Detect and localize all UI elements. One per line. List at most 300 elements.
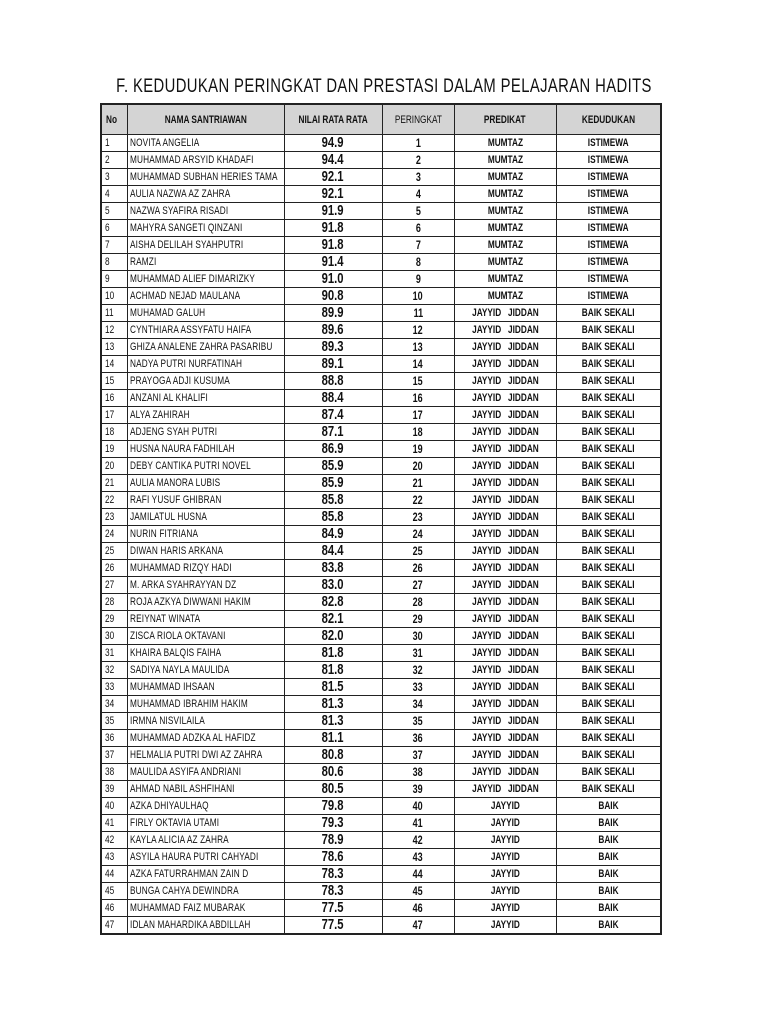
row-peringkat-cell (382, 509, 454, 526)
row-peringkat: 27 (412, 578, 424, 592)
row-peringkat: 2 (415, 153, 421, 167)
row-no: 28 (105, 596, 115, 608)
row-no-cell (101, 764, 127, 781)
table-row (101, 169, 661, 186)
row-nama-cell (127, 764, 284, 781)
row-nama-cell (127, 662, 284, 679)
row-nilai-cell (284, 781, 382, 798)
row-peringkat: 4 (415, 187, 421, 201)
row-predikat-cell (454, 339, 556, 356)
row-kedudukan-cell (556, 917, 661, 935)
row-nama: AISHA DELILAH SYAHPUTRI (129, 239, 243, 251)
row-predikat: JAYYID JIDDAN (471, 766, 539, 778)
row-peringkat: 39 (412, 782, 424, 796)
row-no-cell (101, 237, 127, 254)
row-kedudukan: BAIK SEKALI (581, 783, 635, 795)
table-row (101, 492, 661, 509)
row-no: 30 (105, 630, 115, 642)
row-predikat: JAYYID JIDDAN (471, 715, 539, 727)
row-no-cell (101, 373, 127, 390)
row-kedudukan: BAIK SEKALI (581, 630, 635, 642)
row-predikat-cell (454, 237, 556, 254)
row-predikat-cell (454, 356, 556, 373)
row-nama: AULIA MANORA LUBIS (129, 477, 220, 489)
row-nama-cell (127, 220, 284, 237)
row-peringkat-cell (382, 135, 454, 152)
row-predikat: JAYYID (490, 919, 520, 931)
row-nilai: 83.8 (322, 559, 344, 576)
row-nama-cell (127, 917, 284, 935)
row-peringkat: 3 (415, 170, 421, 184)
row-no: 27 (105, 579, 115, 591)
row-peringkat-cell (382, 713, 454, 730)
row-peringkat: 33 (412, 680, 424, 694)
row-peringkat-cell (382, 917, 454, 935)
row-peringkat-cell (382, 203, 454, 220)
row-nama: MAULIDA ASYIFA ANDRIANI (129, 766, 241, 778)
row-predikat-cell (454, 322, 556, 339)
row-peringkat: 7 (415, 238, 421, 252)
table-row (101, 832, 661, 849)
row-peringkat: 45 (412, 884, 424, 898)
row-no-cell (101, 305, 127, 322)
row-no: 6 (105, 222, 110, 234)
row-predikat: JAYYID JIDDAN (471, 460, 539, 472)
row-predikat-cell (454, 679, 556, 696)
row-nilai: 94.9 (322, 134, 344, 151)
row-no-cell (101, 645, 127, 662)
table-row (101, 373, 661, 390)
row-nilai: 84.9 (322, 525, 344, 542)
row-peringkat: 47 (412, 918, 424, 932)
header-peringkat-label: PERINGKAT (394, 114, 442, 126)
table-row (101, 475, 661, 492)
row-peringkat: 10 (412, 289, 424, 303)
header-predikat (454, 104, 556, 135)
row-nilai-cell (284, 917, 382, 935)
row-peringkat: 35 (412, 714, 424, 728)
table-row (101, 237, 661, 254)
row-peringkat-cell (382, 322, 454, 339)
row-kedudukan: BAIK SEKALI (581, 766, 635, 778)
row-predikat-cell (454, 305, 556, 322)
header-peringkat (382, 104, 454, 135)
row-predikat: JAYYID JIDDAN (471, 647, 539, 659)
row-nilai-cell (284, 373, 382, 390)
row-kedudukan-cell (556, 169, 661, 186)
row-nilai-cell (284, 152, 382, 169)
row-kedudukan: BAIK SEKALI (581, 341, 635, 353)
table-row (101, 900, 661, 917)
row-predikat: MUMTAZ (487, 154, 523, 166)
row-predikat-cell (454, 458, 556, 475)
row-nama: ZISCA RIOLA OKTAVANI (129, 630, 226, 642)
row-peringkat-cell (382, 798, 454, 815)
table-row (101, 203, 661, 220)
row-nilai: 81.3 (322, 695, 344, 712)
row-peringkat-cell (382, 254, 454, 271)
row-nilai-cell (284, 169, 382, 186)
row-nama-cell (127, 849, 284, 866)
row-nilai-cell (284, 577, 382, 594)
row-peringkat-cell (382, 458, 454, 475)
row-predikat-cell (454, 611, 556, 628)
row-no-cell (101, 186, 127, 203)
row-no: 40 (105, 800, 115, 812)
row-predikat-cell (454, 254, 556, 271)
row-nama: HELMALIA PUTRI DWI AZ ZAHRA (129, 749, 262, 761)
row-no: 36 (105, 732, 115, 744)
row-kedudukan: BAIK (598, 902, 619, 914)
row-predikat: JAYYID (490, 885, 520, 897)
row-kedudukan-cell (556, 781, 661, 798)
row-nama: AHMAD NABIL ASHFIHANI (129, 783, 235, 795)
row-nilai-cell (284, 883, 382, 900)
row-no-cell (101, 560, 127, 577)
row-kedudukan: BAIK SEKALI (581, 681, 635, 693)
row-nilai-cell (284, 900, 382, 917)
row-peringkat: 34 (412, 697, 424, 711)
row-nilai-cell (284, 679, 382, 696)
row-peringkat: 36 (412, 731, 424, 745)
row-nama-cell (127, 560, 284, 577)
row-nama: AZKA FATURRAHMAN ZAIN D (129, 868, 248, 880)
row-no-cell (101, 628, 127, 645)
row-nama: NOVITA ANGELIA (129, 137, 199, 149)
row-nilai: 78.6 (322, 848, 344, 865)
row-nilai-cell (284, 611, 382, 628)
row-no: 18 (105, 426, 115, 438)
row-kedudukan-cell (556, 747, 661, 764)
row-nama: HUSNA NAURA FADHILAH (129, 443, 235, 455)
row-nilai-cell (284, 798, 382, 815)
row-nama-cell (127, 679, 284, 696)
row-kedudukan: BAIK SEKALI (581, 596, 635, 608)
row-nama-cell (127, 730, 284, 747)
row-kedudukan: BAIK SEKALI (581, 307, 635, 319)
row-nama-cell (127, 628, 284, 645)
row-nilai: 81.3 (322, 712, 344, 729)
row-kedudukan: BAIK (598, 851, 619, 863)
row-nilai-cell (284, 492, 382, 509)
row-nama-cell (127, 186, 284, 203)
row-no: 7 (105, 239, 110, 251)
row-no: 31 (105, 647, 115, 659)
row-nama-cell (127, 169, 284, 186)
row-nilai: 94.4 (322, 151, 344, 168)
row-nama: SADIYA NAYLA MAULIDA (129, 664, 229, 676)
row-nama-cell (127, 254, 284, 271)
row-no-cell (101, 832, 127, 849)
row-nama: NADYA PUTRI NURFATINAH (129, 358, 242, 370)
row-predikat: JAYYID JIDDAN (471, 613, 539, 625)
row-peringkat-cell (382, 373, 454, 390)
row-no: 29 (105, 613, 115, 625)
row-peringkat: 42 (412, 833, 424, 847)
row-kedudukan: BAIK SEKALI (581, 392, 635, 404)
row-no: 38 (105, 766, 115, 778)
row-no: 25 (105, 545, 115, 557)
row-predikat: JAYYID JIDDAN (471, 783, 539, 795)
row-peringkat-cell (382, 305, 454, 322)
row-no-cell (101, 526, 127, 543)
row-nilai: 91.8 (322, 219, 344, 236)
table-row (101, 713, 661, 730)
table-row (101, 696, 661, 713)
row-kedudukan: ISTIMEWA (587, 256, 629, 268)
row-kedudukan: BAIK SEKALI (581, 749, 635, 761)
row-peringkat-cell (382, 696, 454, 713)
row-kedudukan: ISTIMEWA (587, 137, 629, 149)
row-nilai-cell (284, 441, 382, 458)
row-nilai: 91.9 (322, 202, 344, 219)
row-nama: KHAIRA BALQIS FAIHA (129, 647, 221, 659)
row-no-cell (101, 254, 127, 271)
row-kedudukan: BAIK SEKALI (581, 562, 635, 574)
row-predikat-cell (454, 900, 556, 917)
row-kedudukan-cell (556, 254, 661, 271)
row-no-cell (101, 135, 127, 152)
row-kedudukan: BAIK SEKALI (581, 494, 635, 506)
row-no-cell (101, 679, 127, 696)
row-peringkat: 25 (412, 544, 424, 558)
header-row (101, 104, 661, 135)
header-no (101, 104, 127, 135)
row-no: 12 (105, 324, 115, 336)
row-nilai: 78.3 (322, 865, 344, 882)
row-peringkat: 29 (412, 612, 424, 626)
table-header (101, 104, 661, 135)
row-no-cell (101, 866, 127, 883)
row-nama: RAMZI (129, 256, 156, 268)
row-no-cell (101, 543, 127, 560)
row-nilai: 84.4 (322, 542, 344, 559)
row-no: 17 (105, 409, 115, 421)
row-kedudukan-cell (556, 611, 661, 628)
row-nilai-cell (284, 526, 382, 543)
row-kedudukan: BAIK SEKALI (581, 545, 635, 557)
row-nilai-cell (284, 560, 382, 577)
row-kedudukan: BAIK SEKALI (581, 732, 635, 744)
row-nama-cell (127, 645, 284, 662)
row-predikat: JAYYID JIDDAN (471, 562, 539, 574)
row-predikat: JAYYID JIDDAN (471, 341, 539, 353)
table-row (101, 917, 661, 935)
row-nilai-cell (284, 662, 382, 679)
header-nilai-label: NILAI RATA RATA (298, 114, 368, 126)
row-nama-cell (127, 271, 284, 288)
row-predikat-cell (454, 628, 556, 645)
row-peringkat: 18 (412, 425, 424, 439)
row-peringkat: 46 (412, 901, 424, 915)
row-nilai-cell (284, 543, 382, 560)
row-kedudukan-cell (556, 441, 661, 458)
row-peringkat: 13 (412, 340, 424, 354)
row-peringkat: 12 (412, 323, 424, 337)
row-nilai: 82.0 (322, 627, 344, 644)
row-predikat: JAYYID JIDDAN (471, 409, 539, 421)
header-nama (127, 104, 284, 135)
row-peringkat-cell (382, 169, 454, 186)
row-nilai-cell (284, 764, 382, 781)
row-nama-cell (127, 339, 284, 356)
row-no-cell (101, 917, 127, 935)
row-nilai-cell (284, 339, 382, 356)
row-kedudukan: BAIK SEKALI (581, 443, 635, 455)
row-kedudukan-cell (556, 492, 661, 509)
row-kedudukan-cell (556, 543, 661, 560)
row-peringkat: 21 (412, 476, 424, 490)
row-predikat-cell (454, 815, 556, 832)
row-predikat-cell (454, 424, 556, 441)
row-nilai: 89.9 (322, 304, 344, 321)
row-nilai-cell (284, 356, 382, 373)
row-no: 24 (105, 528, 115, 540)
row-peringkat: 19 (412, 442, 424, 456)
row-kedudukan-cell (556, 560, 661, 577)
row-no: 5 (105, 205, 110, 217)
row-no-cell (101, 662, 127, 679)
row-nama: PRAYOGA ADJI KUSUMA (129, 375, 230, 387)
row-no: 15 (105, 375, 115, 387)
row-nilai: 87.4 (322, 406, 344, 423)
row-kedudukan-cell (556, 577, 661, 594)
table-row (101, 254, 661, 271)
row-no-cell (101, 900, 127, 917)
row-no: 33 (105, 681, 115, 693)
row-nilai-cell (284, 509, 382, 526)
row-predikat-cell (454, 169, 556, 186)
row-nama: MAHYRA SANGETI QINZANI (129, 222, 242, 234)
row-peringkat-cell (382, 152, 454, 169)
row-peringkat-cell (382, 628, 454, 645)
table-row (101, 407, 661, 424)
row-peringkat: 8 (415, 255, 421, 269)
row-predikat: JAYYID JIDDAN (471, 358, 539, 370)
row-peringkat: 22 (412, 493, 424, 507)
row-nilai: 91.8 (322, 236, 344, 253)
row-predikat-cell (454, 917, 556, 935)
row-predikat: MUMTAZ (487, 239, 523, 251)
row-peringkat: 40 (412, 799, 424, 813)
table-row (101, 883, 661, 900)
row-nama: NURIN FITRIANA (129, 528, 198, 540)
row-nilai: 85.8 (322, 491, 344, 508)
row-kedudukan-cell (556, 645, 661, 662)
row-no: 23 (105, 511, 115, 523)
row-nama: FIRLY OKTAVIA UTAMI (129, 817, 219, 829)
row-no: 22 (105, 494, 115, 506)
row-no: 32 (105, 664, 115, 676)
row-nama-cell (127, 696, 284, 713)
row-predikat: JAYYID (490, 902, 520, 914)
row-predikat: JAYYID JIDDAN (471, 307, 539, 319)
row-kedudukan: BAIK SEKALI (581, 477, 635, 489)
row-kedudukan-cell (556, 203, 661, 220)
row-kedudukan-cell (556, 832, 661, 849)
row-nilai: 88.8 (322, 372, 344, 389)
row-nama: ACHMAD NEJAD MAULANA (129, 290, 240, 302)
row-nilai-cell (284, 866, 382, 883)
header-no-label: No (106, 114, 118, 126)
row-no: 11 (105, 307, 114, 319)
row-nilai-cell (284, 407, 382, 424)
row-kedudukan-cell (556, 696, 661, 713)
row-predikat: MUMTAZ (487, 290, 523, 302)
row-predikat-cell (454, 271, 556, 288)
row-nilai: 81.1 (322, 729, 344, 746)
row-peringkat-cell (382, 730, 454, 747)
row-predikat-cell (454, 798, 556, 815)
row-peringkat: 44 (412, 867, 424, 881)
row-kedudukan-cell (556, 764, 661, 781)
row-predikat: MUMTAZ (487, 256, 523, 268)
row-peringkat: 30 (412, 629, 424, 643)
table-row (101, 594, 661, 611)
row-peringkat: 43 (412, 850, 424, 864)
row-predikat: JAYYID JIDDAN (471, 630, 539, 642)
row-kedudukan: ISTIMEWA (587, 290, 629, 302)
row-nilai: 86.9 (322, 440, 344, 457)
row-predikat-cell (454, 764, 556, 781)
row-peringkat-cell (382, 764, 454, 781)
table-row (101, 577, 661, 594)
row-nilai: 77.5 (322, 899, 344, 916)
row-peringkat-cell (382, 186, 454, 203)
table-row (101, 662, 661, 679)
row-peringkat: 15 (412, 374, 424, 388)
table-row (101, 866, 661, 883)
row-nama: MUHAMMAD FAIZ MUBARAK (129, 902, 245, 914)
row-kedudukan-cell (556, 628, 661, 645)
row-nama-cell (127, 509, 284, 526)
row-predikat: JAYYID (490, 834, 520, 846)
row-nama-cell (127, 815, 284, 832)
row-nama: M. ARKA SYAHRAYYAN DZ (129, 579, 236, 591)
row-kedudukan-cell (556, 883, 661, 900)
row-predikat: JAYYID JIDDAN (471, 477, 539, 489)
row-kedudukan: BAIK (598, 834, 619, 846)
row-nama-cell (127, 832, 284, 849)
row-no: 16 (105, 392, 115, 404)
row-nama-cell (127, 611, 284, 628)
row-predikat-cell (454, 713, 556, 730)
row-kedudukan-cell (556, 849, 661, 866)
row-nama-cell (127, 152, 284, 169)
row-peringkat: 31 (412, 646, 424, 660)
row-no: 21 (105, 477, 115, 489)
table-row (101, 356, 661, 373)
table-row (101, 747, 661, 764)
row-peringkat-cell (382, 356, 454, 373)
row-predikat-cell (454, 203, 556, 220)
row-nilai: 89.1 (322, 355, 344, 372)
row-nilai-cell (284, 203, 382, 220)
row-peringkat: 37 (412, 748, 424, 762)
row-predikat: JAYYID (490, 851, 520, 863)
row-kedudukan: BAIK SEKALI (581, 511, 635, 523)
row-no-cell (101, 203, 127, 220)
row-nama: NAZWA SYAFIRA RISADI (129, 205, 228, 217)
row-kedudukan-cell (556, 288, 661, 305)
row-predikat: JAYYID JIDDAN (471, 511, 539, 523)
row-kedudukan-cell (556, 662, 661, 679)
row-nama: MUHAMMAD ARSYID KHADAFI (129, 154, 254, 166)
row-nama: BUNGA CAHYA DEWINDRA (129, 885, 239, 897)
row-nilai-cell (284, 288, 382, 305)
row-predikat: JAYYID (490, 868, 520, 880)
row-no: 3 (105, 171, 110, 183)
